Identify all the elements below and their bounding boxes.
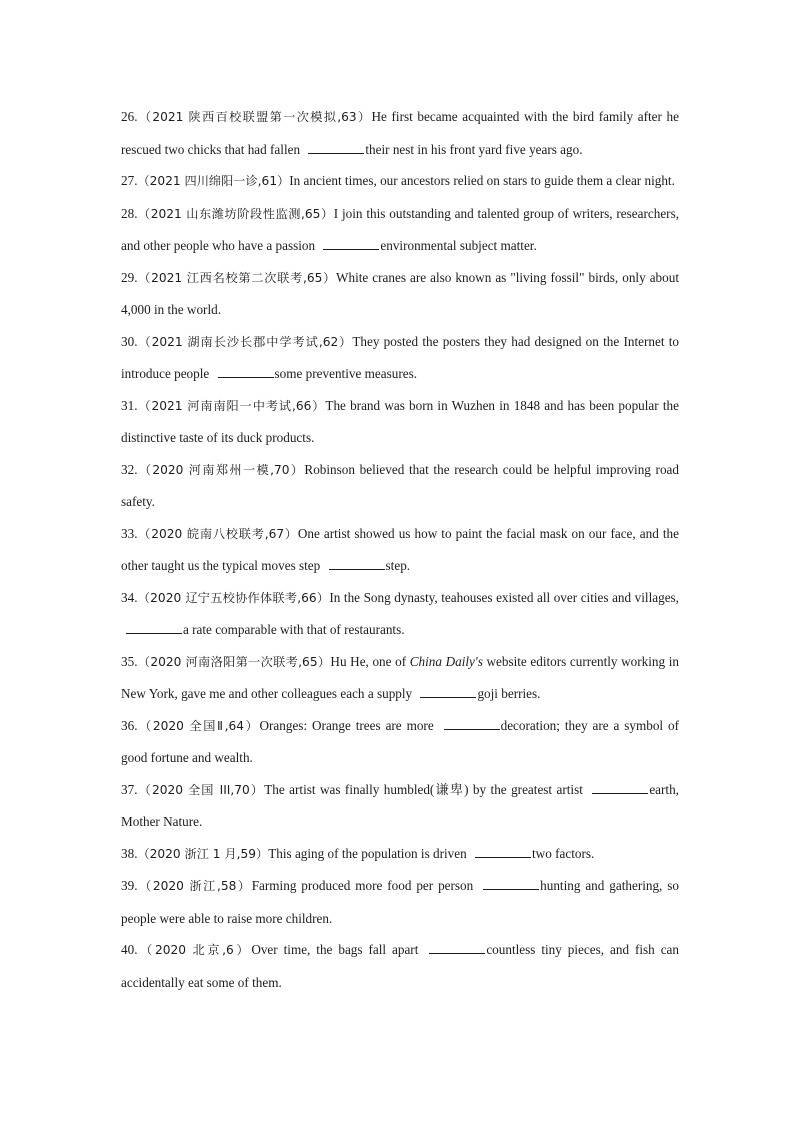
question-text-after: countless tiny pieces, and fish can accidentally eat some of them. [121,942,680,990]
question-40 [121,934,679,998]
question-text-after: decoration; they are a symbol of good fortune and wealth. [121,717,679,765]
question-text-after: goji berries. [477,686,541,701]
answer-blank [429,943,485,954]
question-number: 29. [121,269,138,285]
question-text-mid: website editors currently working in New York, gave me and other colleagues each a supply [121,653,679,701]
question-number: 40. [121,942,138,957]
question-source: （2020 皖南八校联考,67） [137,526,298,541]
question-number: 36. [121,717,138,733]
question-source: （2020 全国Ⅱ,64） [137,718,260,733]
question-text-after: improving road safety. [121,461,679,509]
question-text-after: hunting and gathering, so people were able to raise more children. [121,878,679,926]
question-number: 37. [121,781,138,797]
question-source: （2020 浙江 1 月,59） [137,846,269,861]
question-source: （2021 湖南长沙长郡中学考试,62） [137,334,353,349]
answer-blank [308,143,364,154]
question-text-before: In the Song dynasty, teahouses existed all over cities and villages, [329,589,679,605]
question-text-before: One artist showed us how to paint the facial mask on our face, and the other taught us the typical moves step [121,525,679,573]
answer-blank [483,879,539,890]
question-36 [121,710,679,774]
question-text-after: a clear night. [606,173,675,188]
publication-name: China Daily's [409,653,483,669]
question-text-before: Hu He, one of [330,653,410,669]
question-text-before: They posted the posters they had designed on the Internet to introduce people [121,333,679,381]
question-37 [121,774,679,838]
question-text-before: He first became acquainted with the bird family after he rescued two chicks that had fallen [121,109,679,157]
question-text-before: This aging of the population is driven [268,845,471,861]
question-34 [121,582,679,646]
answer-blank [420,687,476,698]
question-text-after: some preventive measures. [274,366,417,381]
question-33 [121,518,679,582]
question-text-before: Robinson believed that the research could be helpful [304,461,596,477]
question-number: 33. [121,525,138,541]
question-text-before: Over time, the bags fall apart [251,942,425,957]
answer-blank [444,719,500,730]
question-number: 31. [121,397,138,413]
question-number: 32. [121,461,138,477]
question-source: （2021 四川绵阳一诊,61） [137,174,290,188]
question-text-after: a rate comparable with that of restaurants. [183,622,405,637]
answer-blank [592,783,648,794]
question-text-after: earth, Mother Nature. [121,781,679,829]
question-source: （2020 河南郑州一模,70） [137,462,305,477]
answer-blank [126,623,182,634]
question-29 [121,262,679,326]
question-source: （2021 陕西百校联盟第一次模拟,63） [137,110,372,124]
question-39 [121,870,679,934]
question-32 [121,454,679,518]
question-text-before: The brand was born in Wuzhen in 1848 and has been popular [325,397,663,413]
question-31 [121,390,679,454]
question-text-before: Oranges: Orange trees are more [259,717,439,733]
question-number: 35. [121,653,138,669]
question-28 [121,198,679,262]
question-number: 39. [121,878,138,893]
question-text-after: step. [385,558,411,573]
question-text-before: I join this outstanding and talented group of writers, researchers, and other people who have a passion [121,205,680,253]
question-number: 27. [121,173,138,188]
answer-blank [218,367,274,378]
question-number: 30. [121,333,138,349]
question-list [121,101,679,998]
question-source: （2020 河南洛阳第一次联考,65） [137,654,331,669]
question-source: （2020 全国 III,70） [137,782,265,797]
answer-blank [329,559,385,570]
question-number: 26. [121,109,138,124]
question-text-before: Farming produced more food per person [251,878,479,893]
question-text-after: environmental subject matter. [380,238,537,253]
question-text-before: White cranes are also known as "living fossil" birds, [336,269,623,285]
question-number: 34. [121,589,138,605]
question-text-before: The artist was finally humbled(谦卑) by the greatest artist [264,781,588,797]
question-number: 28. [121,205,138,221]
question-text-after: the distinctive taste of its duck products. [121,397,679,445]
question-30 [121,326,679,390]
answer-blank [323,239,379,250]
question-27 [121,165,679,198]
question-source: （2020 北京,6） [137,943,252,957]
question-text-after: two factors. [532,845,595,861]
question-38 [121,838,679,871]
question-source: （2020 辽宁五校协作体联考,66） [137,590,330,605]
question-26 [121,101,679,165]
question-source: （2021 河南南阳一中考试,66） [137,398,326,413]
question-source: （2021 江西名校第二次联考,65） [137,270,337,285]
question-text-after: their nest in his front yard five years ago. [365,141,583,157]
question-source: （2021 山东潍坊阶段性监测,65） [137,206,334,221]
question-number: 38. [121,845,138,861]
answer-blank [475,847,531,858]
question-text-before: In ancient times, our ancestors relied on stars to guide them [289,173,607,188]
question-source: （2020 浙江,58） [137,879,252,893]
question-text-after: only about 4,000 in the world. [121,269,679,317]
question-35 [121,646,679,710]
